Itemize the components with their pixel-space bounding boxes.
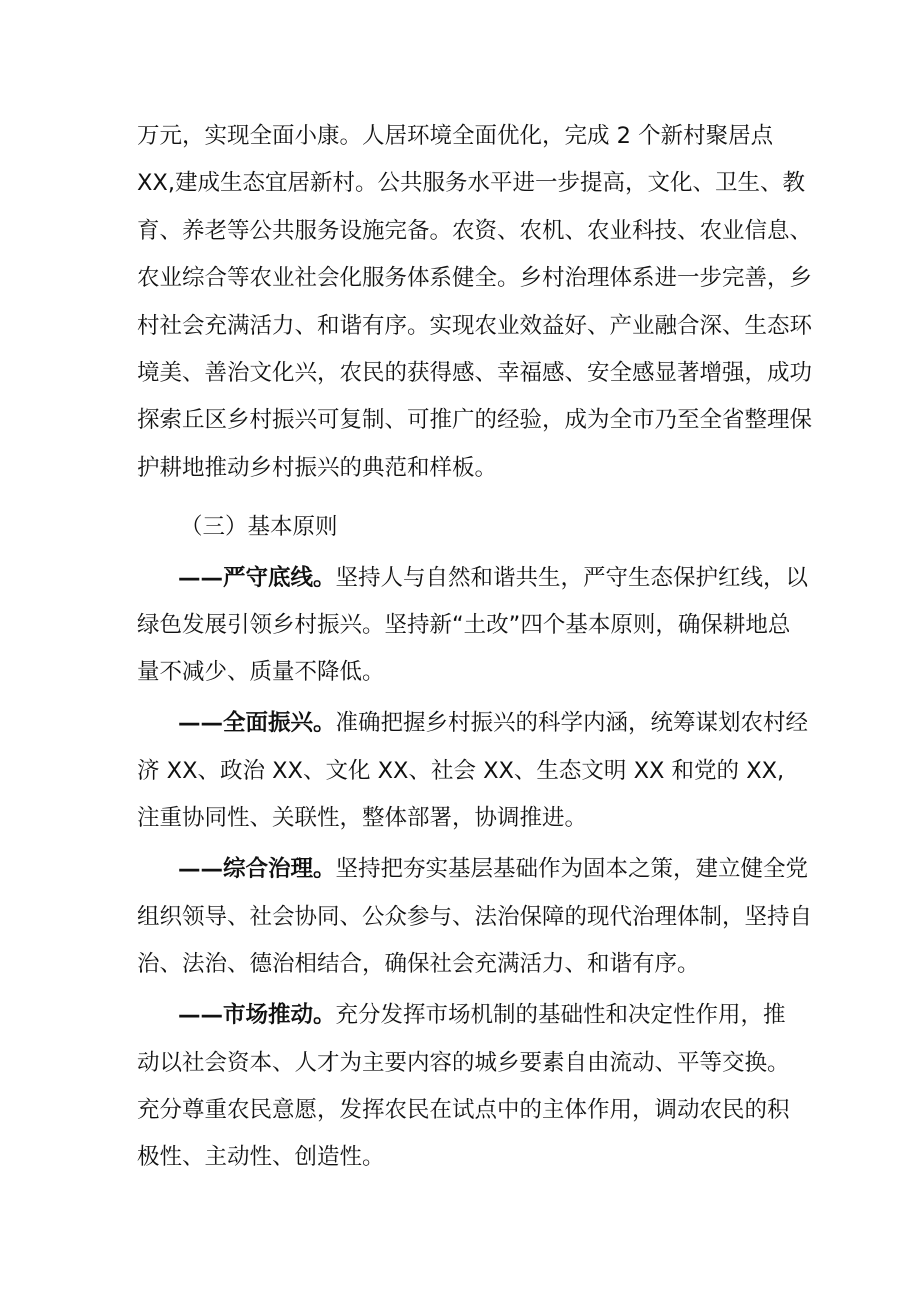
- paragraph-line: 探索丘区乡村振兴可复制、可推广的经验，成为全市乃至全省整理保: [137, 407, 813, 433]
- paragraph-line: 护耕地推动乡村振兴的典范和样板。: [137, 455, 498, 481]
- section-heading: （三）基本原则: [180, 514, 338, 540]
- paragraph-line: 村社会充满活力、和谐有序。实现农业效益好、产业融合深、生态环: [137, 313, 813, 339]
- paragraph-line: 农业综合等农业社会化服务体系健全。乡村治理体系进一步完善，乡: [137, 265, 813, 291]
- principle-first-line: [178, 995, 920, 1035]
- paragraph-line: 万元，实现全面小康。人居环境全面优化，完成 2 个新村聚居点: [137, 123, 774, 149]
- principle-text: 充分发挥市场机制的基础性和决定性作用，推: [335, 1002, 786, 1028]
- principle-line: 极性、主动性、创造性。: [137, 1144, 385, 1170]
- principle-line: 量不减少、质量不降低。: [137, 659, 385, 685]
- principle-text: 准确把握乡村振兴的科学内涵，统筹谋划农村经: [335, 710, 809, 736]
- principle-line: 注重协同性、关联性，整体部署，协调推进。: [137, 805, 588, 831]
- principle-line: 治、法治、德治相结合，确保社会充满活力、和谐有序。: [137, 951, 700, 977]
- paragraph-line: 境美、善治文化兴，农民的获得感、幸福感、安全感显著增强，成功: [137, 360, 813, 386]
- paragraph-line: 育、养老等公共服务设施完备。农资、农机、农业科技、农业信息、: [137, 218, 813, 244]
- principle-line: 济 XX、政治 XX、文化 XX、社会 XX、生态文明 XX 和党的 XX,: [137, 758, 785, 784]
- principle-text: 坚持人与自然和谐共生，严守生态保护红线，以: [335, 565, 809, 591]
- principle-line: 充分尊重农民意愿，发挥农民在试点中的主体作用，调动农民的积: [137, 1097, 790, 1123]
- principle-first-line: [178, 558, 920, 598]
- principle-first-line: [178, 849, 920, 889]
- principle-title: ——综合治理。: [178, 856, 336, 882]
- paragraph-line: XX,建成生态宜居新村。公共服务水平进一步提高，文化、卫生、教: [137, 170, 805, 196]
- principle-title: ——严守底线。: [178, 565, 336, 591]
- principle-title: ——全面振兴。: [178, 710, 336, 736]
- principle-first-line: [178, 703, 920, 743]
- principle-line: 绿色发展引领乡村振兴。坚持新“土改”四个基本原则，确保耕地总: [137, 612, 791, 638]
- principle-title: ——市场推动。: [178, 1002, 336, 1028]
- principle-line: 动以社会资本、人才为主要内容的城乡要素自由流动、平等交换。: [137, 1050, 790, 1076]
- principle-line: 组织领导、社会协同、公众参与、法治保障的现代治理体制，坚持自: [137, 904, 813, 930]
- principle-text: 坚持把夯实基层基础作为固本之策，建立健全党: [335, 856, 809, 882]
